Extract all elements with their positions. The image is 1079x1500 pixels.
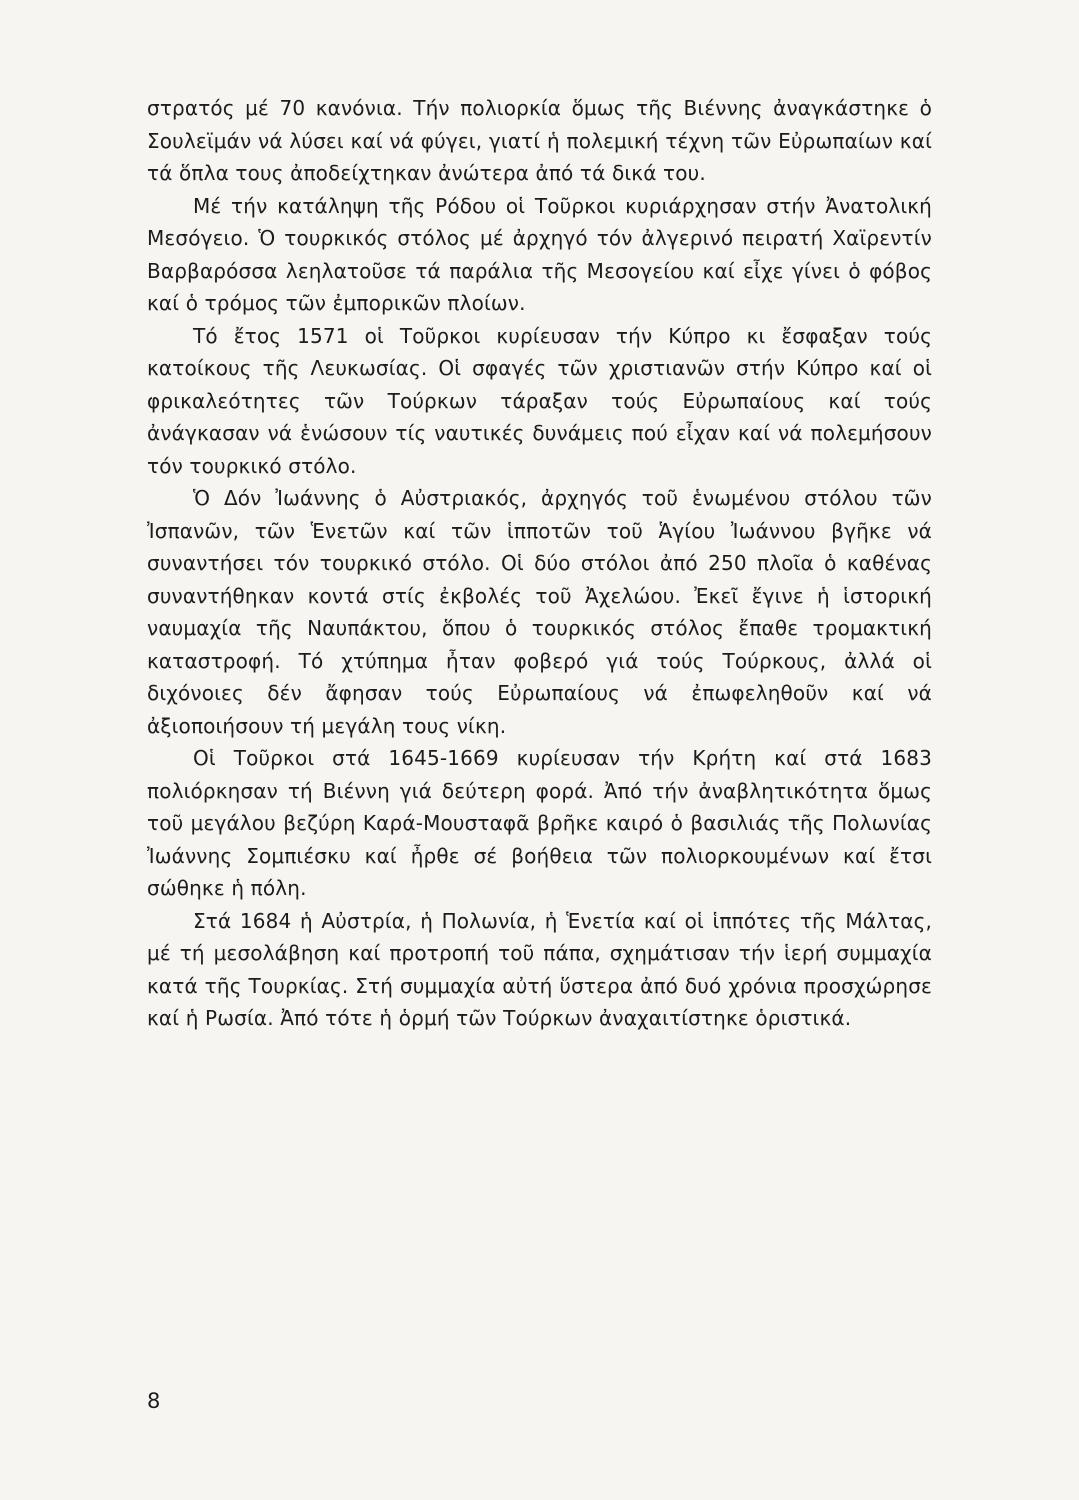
paragraph-6: Στά 1684 ἡ Αὐστρία, ἡ Πολωνία, ἡ Ἑνετία καί οἱ ἱππότες τῆς Μάλτας, μέ τή μεσολάβηση καί προτροπή τοῦ πάπα, σχημάτισαν τήν ἱερή συμμαχία κατά τῆς Τουρκίας. Στή συμμαχία αὐτή ὕστερα ἀπό δυό χρόνια προσχώρησε καί ἡ Ρωσία. Ἀπό τότε ἡ ὁρμή τῶν Τούρκων ἀναχαιτίστηκε ὁριστικά. (147, 908, 932, 1030)
page-body (147, 92, 932, 1035)
paragraph-5: Οἱ Τοῦρκοι στά 1645-1669 κυρίευσαν τήν Κρήτη καί στά 1683 πολιόρκησαν τή Βιέννη γιά δεύτερη φορά. Ἀπό τήν ἀναβλητικότητα ὅμως τοῦ μεγάλου βεζύρη Καρά-Μουσταφᾶ βρῆκε καιρό ὁ βασιλιάς τῆς Πολωνίας Ἰωάννης Σομπιέσκυ καί ἦρθε σέ βοήθεια τῶν πολιορκουμένων καί ἔτσι σώθηκε ἡ πόλη. (147, 746, 932, 900)
page-number: 8 (147, 1389, 161, 1413)
paragraph-1: στρατός μέ 70 κανόνια. Τήν πολιορκία ὅμως τῆς Βιέννης ἀναγκάστηκε ὁ Σουλεϊμάν νά λύσει καί νά φύγει, γιατί ἡ πολεμική τέχνη τῶν Εὐρωπαίων καί τά ὅπλα τους ἀποδείχτηκαν ἀνώτερα ἀπό τά δικά του. (147, 96, 932, 185)
paragraph-3: Τό ἔτος 1571 οἱ Τοῦρκοι κυρίευσαν τήν Κύπρο κι ἔσφαξαν τούς κατοίκους τῆς Λευκωσίας. Οἱ σφαγές τῶν χριστιανῶν στήν Κύπρο καί οἱ φρικαλεότητες τῶν Τούρκων τάραξαν τούς Εὐρωπαίους καί τούς ἀνάγκασαν νά ἑνώσουν τίς ναυτικές δυνάμεις πού εἶχαν καί νά πολεμήσουν τόν τουρκικό στόλο. (147, 323, 932, 478)
paragraph-2: Μέ τήν κατάληψη τῆς Ρόδου οἱ Τοῦρκοι κυριάρχησαν στήν Ἀνατολική Μεσόγειο. Ὁ τουρκικός στόλος μέ ἀρχηγό τόν ἀλγερινό πειρατή Χαϊρεντίν Βαρβαρόσσα λεηλατοῦσε τά παράλια τῆς Μεσογείου καί εἶχε γίνει ὁ φόβος καί ὁ τρόμος τῶν ἐμπορικῶν πλοίων. (147, 193, 932, 315)
paragraph-4: Ὁ Δόν Ἰωάννης ὁ Αὐστριακός, ἀρχηγός τοῦ ἑνωμένου στόλου τῶν Ἰσπανῶν, τῶν Ἑνετῶν καί τῶν ἱπποτῶν τοῦ Ἁγίου Ἰωάννου βγῆκε νά συναντήσει τόν τουρκικό στόλο. Οἱ δύο στόλοι ἀπό 250 πλοῖα ὁ καθένας συναντήθηκαν κοντά στίς ἐκβολές τοῦ Ἀχελώου. Ἐκεῖ ἔγινε ἡ ἱστορική ναυμαχία τῆς Ναυπάκτου, ὅπου ὁ τουρκικός στόλος ἔπαθε τρομακτική καταστροφή. Τό χτύπημα ἦταν φοβερό γιά τούς Τούρκους, ἀλλά οἱ διχόνοιες δέν ἄφησαν τούς Εὐρωπαίους νά ἐπωφεληθοῦν καί νά ἀξιοποιήσουν τή μεγάλη τους νίκη. (147, 486, 932, 738)
